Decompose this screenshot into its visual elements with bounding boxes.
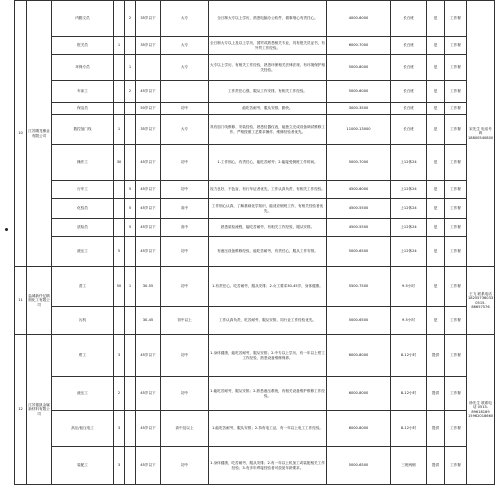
- job-requirements: 1.身体健康，能吃苦耐劳，服从安排；2.中专以上学历，有一年以上钳工工作经验，熟悉设备维修保养。: [209, 335, 327, 377]
- education-requirement: 高中及以上: [161, 411, 209, 447]
- insurance: 提供: [427, 335, 445, 377]
- age-requirement: 45岁以下: [136, 181, 161, 199]
- meal-provision: 工作餐: [445, 307, 467, 335]
- insurance: 是: [427, 1, 445, 37]
- insurance: 是: [427, 145, 445, 181]
- job-requirements: 有液压设备维修经验，能吃苦耐劳，有责任心，服从工作安排。: [209, 237, 327, 267]
- job-requirements: 1.能吃苦耐劳，服从安排；2.熟悉液压系统，有相关设备维护维修工作经验。: [209, 377, 327, 411]
- salary-range: 6000-8000: [327, 335, 391, 377]
- age-requirement: 35岁以下: [136, 37, 161, 55]
- shift-type: 9.5小时: [391, 267, 427, 307]
- company-name: 盐城新仟亿精细化工有限公司: [27, 267, 52, 335]
- bullet-marker: [5, 228, 8, 231]
- headcount-male: [114, 55, 125, 81]
- headcount-male: 30: [114, 145, 125, 181]
- meal-provision: 工作餐: [445, 447, 467, 485]
- age-requirement: 50岁以下: [136, 103, 161, 115]
- meal-provision: 工作餐: [445, 199, 467, 219]
- headcount-female: 5: [125, 199, 136, 219]
- age-requirement: 45岁以下: [136, 81, 161, 103]
- job-title: 质检员: [52, 219, 114, 237]
- shift-type: 三班两倒: [391, 447, 427, 485]
- education-requirement: [161, 81, 209, 103]
- job-requirements: 1.能吃苦耐劳，服从安排；2.持有电工证，有一年以上电工工作经验。: [209, 411, 327, 447]
- headcount-male: 2: [114, 377, 125, 411]
- headcount-female: [125, 377, 136, 411]
- job-requirements: 全日制大专以上学历，熟悉电脑办公软件，做事细心有责任心。: [209, 1, 327, 37]
- shift-type: 8-12小时: [391, 411, 427, 447]
- job-requirements: 大专以上学历，有相关工作经验，熟悉环保相关法律法规，有环境保护相关经验。: [209, 55, 327, 81]
- job-requirements: 熟悉质检流程，能吃苦耐劳，有相关工作经验，服从安排。: [209, 219, 327, 237]
- table-row: [15, 199, 495, 219]
- salary-range: 4500-5500: [327, 219, 391, 237]
- insurance: 是: [427, 307, 445, 335]
- job-requirements: 能吃苦耐劳，服从安排，勤快。: [209, 103, 327, 115]
- age-requirement: 35岁以下: [136, 1, 161, 37]
- age-requirement: 45岁以下: [136, 335, 161, 377]
- shift-type: 长白班: [391, 1, 427, 37]
- headcount-male: 1: [114, 115, 125, 145]
- age-requirement: 45岁以下: [136, 199, 161, 219]
- headcount-male: [114, 181, 125, 199]
- job-title: 液压工: [52, 377, 114, 411]
- meal-provision: 工作餐: [445, 377, 467, 411]
- job-title: 普工: [52, 267, 114, 307]
- table-row: [15, 55, 495, 81]
- headcount-female: [125, 335, 136, 377]
- insurance: 是: [427, 181, 445, 199]
- shift-type: 上12休24: [391, 145, 427, 181]
- headcount-male: 3: [114, 411, 125, 447]
- headcount-female: [125, 447, 136, 485]
- insurance: 提供: [427, 377, 445, 411]
- job-table: [14, 0, 495, 485]
- education-requirement: 初中: [161, 103, 209, 115]
- headcount-female: [125, 307, 136, 335]
- meal-provision: 工作餐: [445, 219, 467, 237]
- table-row: [15, 237, 495, 267]
- insurance: 是: [427, 55, 445, 81]
- age-requirement: 45岁以下: [136, 219, 161, 237]
- insurance: 是: [427, 267, 445, 307]
- age-requirement: 45岁以下: [136, 447, 161, 485]
- job-title: 高压/低压电工: [52, 411, 114, 447]
- contact-info: 宋先生 电话号码 18800540800: [467, 1, 495, 267]
- education-requirement: 大专: [161, 115, 209, 145]
- job-requirements: 工作认真负责，吃苦耐劳，服从安排，同行业工作经验优先。: [209, 307, 327, 335]
- job-title: 行车工: [52, 181, 114, 199]
- meal-provision: 工作餐: [445, 1, 467, 37]
- salary-range: 5000-8000: [327, 55, 391, 81]
- shift-type: 长白班: [391, 81, 427, 103]
- salary-range: 4000-6000: [327, 1, 391, 37]
- insurance: 提供: [427, 411, 445, 447]
- headcount-female: 2: [125, 81, 136, 103]
- headcount-male: [114, 103, 125, 115]
- age-requirement: [136, 55, 161, 81]
- job-title: 车床工: [52, 81, 114, 103]
- job-title: 保洁员: [52, 103, 114, 115]
- headcount-male: 1: [114, 37, 125, 55]
- education-requirement: 初中: [161, 267, 209, 307]
- table-row: [15, 1, 495, 37]
- table-row: [15, 219, 495, 237]
- age-requirement: 45岁以下: [136, 377, 161, 411]
- job-title: 液压工: [52, 237, 114, 267]
- insurance: 是: [427, 219, 445, 237]
- insurance: 是: [427, 103, 445, 115]
- meal-provision: 工作餐: [445, 81, 467, 103]
- salary-range: 5000-6000: [327, 81, 391, 103]
- education-requirement: 初中: [161, 145, 209, 181]
- contact-info: 王飞 联系电话 18255736033 0515-86657576: [467, 267, 495, 335]
- job-table-body: [15, 1, 495, 485]
- shift-type: 长白班: [391, 103, 427, 115]
- table-row: [15, 115, 495, 145]
- age-requirement: 45岁以下: [136, 145, 161, 181]
- age-requirement: 30-55: [136, 267, 161, 307]
- meal-provision: 工作餐: [445, 411, 467, 447]
- headcount-female: 5: [125, 181, 136, 199]
- job-title: 操作工: [52, 145, 114, 181]
- education-requirement: 初中: [161, 447, 209, 485]
- salary-range: 5000-7000: [327, 145, 391, 181]
- education-requirement: 大专: [161, 1, 209, 37]
- contact-info: 徐先生 联系电话 0515-89618189 15962018660: [467, 335, 495, 485]
- shift-type: 上12休24: [391, 181, 427, 199]
- headcount-male: 5: [114, 237, 125, 267]
- job-requirements: 1.有责任心，吃苦耐劳，服从安排；2.女工要求30-45岁，身体健康。: [209, 267, 327, 307]
- age-requirement: 45岁以下: [136, 237, 161, 267]
- table-row: [15, 145, 495, 181]
- education-requirement: 初中: [161, 335, 209, 377]
- table-row: [15, 267, 495, 307]
- insurance: 是: [427, 199, 445, 219]
- headcount-male: [114, 199, 125, 219]
- job-title: 内勤文员: [52, 1, 114, 37]
- salary-range: 4500-5500: [327, 199, 391, 219]
- meal-provision: 工作餐: [445, 103, 467, 115]
- shift-type: 长白班: [391, 37, 427, 55]
- headcount-female: 5: [125, 219, 136, 237]
- job-requirements: 1.工作细心，有责任心，能吃苦耐劳；2.能接受倒班工作时间。: [209, 145, 327, 181]
- salary-range: 11000-13000: [327, 115, 391, 145]
- shift-type: 上12休24: [391, 237, 427, 267]
- insurance: 提供: [427, 447, 445, 485]
- headcount-female: 1: [125, 267, 136, 307]
- insurance: 是: [427, 115, 445, 145]
- headcount-male: 50: [114, 267, 125, 307]
- job-requirements: 全日制大专以上及以上学历，国贸或熟悉相关专业，具有报关员证书，有外贸工作经验。: [209, 37, 327, 55]
- headcount-female: [125, 115, 136, 145]
- education-requirement: 初中: [161, 377, 209, 411]
- shift-type: 9.5小时: [391, 307, 427, 335]
- education-requirement: 初中: [161, 237, 209, 267]
- education-requirement: 大专: [161, 55, 209, 81]
- salary-range: 5000-6500: [327, 447, 391, 485]
- shift-type: 8-12小时: [391, 377, 427, 411]
- job-requirements: 具有加门线维修、安装经验，熟悉仪器仪表，能独立完成设备调试维修工作，严格按照工艺要求操作，维修经验者优先。: [209, 115, 327, 145]
- insurance: 是: [427, 81, 445, 103]
- job-title: 污机: [52, 307, 114, 335]
- group-number: 12: [15, 335, 27, 485]
- shift-type: 8-12小时: [391, 335, 427, 377]
- headcount-female: [125, 37, 136, 55]
- headcount-male: [114, 219, 125, 237]
- education-requirement: 高中: [161, 199, 209, 219]
- meal-provision: 工作餐: [445, 55, 467, 81]
- headcount-female: 1: [125, 55, 136, 81]
- headcount-male: [114, 81, 125, 103]
- headcount-female: 2: [125, 1, 136, 37]
- salary-range: 4500-6000: [327, 181, 391, 199]
- table-row: [15, 335, 495, 377]
- meal-provision: 工作餐: [445, 37, 467, 55]
- job-requirements: 1.身体健康，吃苦耐劳，服从安排；2.有一年以上机加工或装配相关工作经验；3.有多年焊接经验者可放宽年龄要求。: [209, 447, 327, 485]
- education-requirement: 大专: [161, 37, 209, 55]
- job-title: 装配工: [52, 447, 114, 485]
- headcount-female: [125, 103, 136, 115]
- meal-provision: 工作餐: [445, 115, 467, 145]
- table-row: [15, 307, 495, 335]
- headcount-female: [125, 145, 136, 181]
- job-title: 数控加门线: [52, 115, 114, 145]
- salary-range: 5000-6500: [327, 307, 391, 335]
- table-row: [15, 377, 495, 411]
- meal-provision: 工作餐: [445, 145, 467, 181]
- group-number: 11: [15, 267, 27, 335]
- age-requirement: 30-45: [136, 307, 161, 335]
- meal-provision: 工作餐: [445, 237, 467, 267]
- table-row: [15, 37, 495, 55]
- table-row: [15, 81, 495, 103]
- education-requirement: 初中: [161, 181, 209, 199]
- meal-provision: 工作餐: [445, 267, 467, 307]
- insurance: 是: [427, 37, 445, 55]
- headcount-male: 3: [114, 335, 125, 377]
- company-name: 江苏腾龙橡业有限公司: [27, 1, 52, 267]
- job-title: 化验员: [52, 199, 114, 219]
- table-row: [15, 447, 495, 485]
- salary-range: 6000-8000: [327, 377, 391, 411]
- table-row: [15, 181, 495, 199]
- job-title: 钳工: [52, 335, 114, 377]
- headcount-female: [125, 237, 136, 267]
- table-row: [15, 103, 495, 115]
- job-requirements: 视力良好，不色盲，有行车证者优先，工作认真负责，有相关工作经验。: [209, 181, 327, 199]
- education-requirement: 初中以上: [161, 307, 209, 335]
- shift-type: 长白班: [391, 55, 427, 81]
- shift-type: 长白班: [391, 115, 427, 145]
- meal-provision: 工作餐: [445, 335, 467, 377]
- headcount-male: [114, 307, 125, 335]
- salary-range: 6000-7000: [327, 37, 391, 55]
- salary-range: 3000-3500: [327, 103, 391, 115]
- shift-type: 上12休24: [391, 199, 427, 219]
- job-title: 报关员: [52, 37, 114, 55]
- group-number: 10: [15, 1, 27, 267]
- shift-type: 上12休24: [391, 219, 427, 237]
- job-requirements: 工作责任心强，服从工作安排，有相关工作经验。: [209, 81, 327, 103]
- education-requirement: 高中: [161, 219, 209, 237]
- headcount-male: [114, 1, 125, 37]
- headcount-male: 3: [114, 447, 125, 485]
- job-title: 环保专员: [52, 55, 114, 81]
- meal-provision: 工作餐: [445, 181, 467, 199]
- age-requirement: 45岁以下: [136, 411, 161, 447]
- company-name: 江苏德凯金属新材料有限公司: [27, 335, 52, 485]
- salary-range: 6000-8000: [327, 411, 391, 447]
- salary-range: 5000-6500: [327, 237, 391, 267]
- job-requirements: 工作细心认真，了解基础化学知识，能适应倒班工作，有相关经验者优先。: [209, 199, 327, 219]
- salary-range: 5500-7500: [327, 267, 391, 307]
- age-requirement: 35岁以下: [136, 115, 161, 145]
- insurance: 是: [427, 237, 445, 267]
